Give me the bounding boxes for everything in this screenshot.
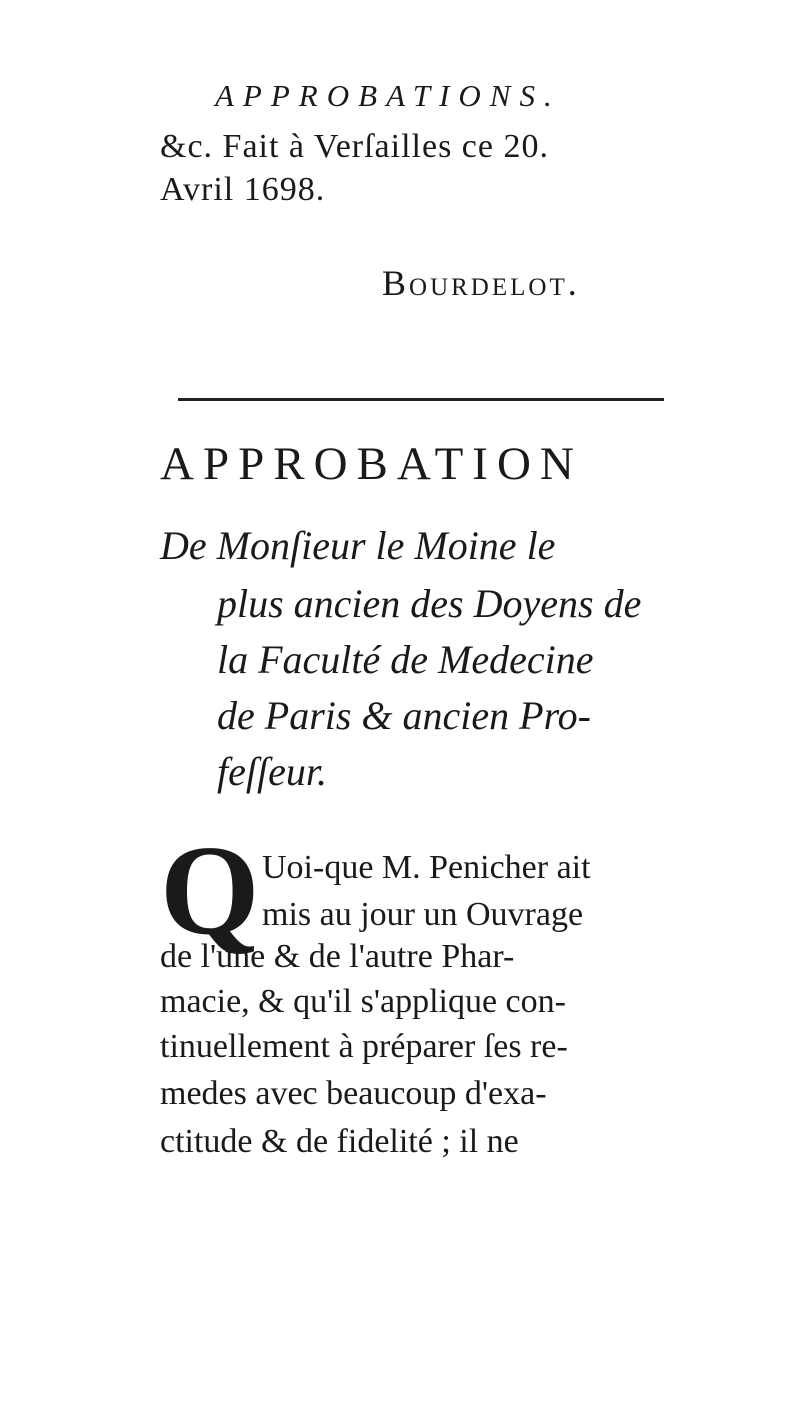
previous-text-line: &c. Fait à Verſailles ce 20. xyxy=(160,128,549,165)
section-heading: APPROBATION xyxy=(160,438,583,490)
body-text-line: macie, & qu'il s'applique con- xyxy=(160,983,566,1020)
body-text-line: ctitude & de fidelité ; il ne xyxy=(160,1123,519,1160)
subtitle-line: feſſeur. xyxy=(217,749,327,794)
body-text-line: mis au jour un Ouvrage xyxy=(262,896,584,933)
drop-cap: Q xyxy=(160,819,260,961)
body-text-line: medes avec beaucoup d'exa- xyxy=(160,1075,547,1112)
body-text-line: Uoi-que M. Penicher ait xyxy=(262,849,591,886)
subtitle-line: la Faculté de Medecine xyxy=(217,637,594,682)
subtitle-line: plus ancien des Doyens de xyxy=(217,581,642,626)
signature: Bourdelot. xyxy=(382,263,580,303)
body-text-line: tinuellement à préparer ſes re- xyxy=(160,1028,568,1065)
previous-text-line: Avril 1698. xyxy=(160,171,326,208)
body-text-line: de l'une & de l'autre Phar- xyxy=(160,938,515,975)
section-divider xyxy=(178,398,664,401)
running-head: APPROBATIONS. xyxy=(215,78,561,113)
subtitle-line: De Monſieur le Moine le xyxy=(160,523,556,568)
subtitle-line: de Paris & ancien Pro- xyxy=(217,693,592,738)
